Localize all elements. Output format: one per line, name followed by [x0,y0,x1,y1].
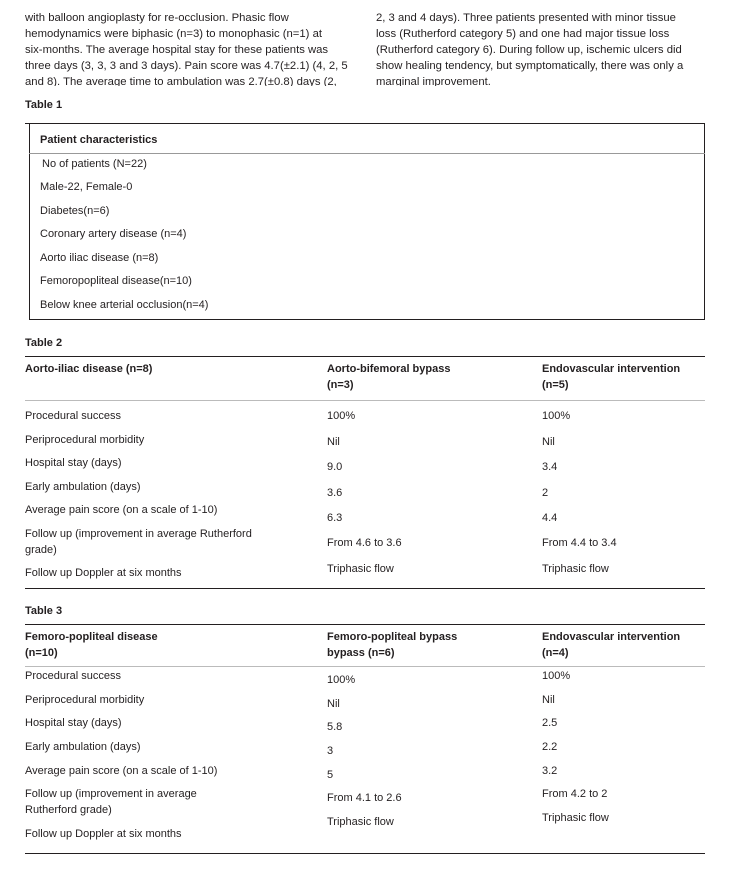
row-label: Average pain score (on a scale of 1-10) [25,504,218,516]
table-cell: 5 [327,769,334,781]
row-label: Follow up (improvement in average [25,788,197,800]
row-label: Early ambulation (days) [25,741,141,753]
column-header: (n=4) [542,647,569,659]
table-cell: 4.4 [542,512,558,524]
table-cell: Nil [542,436,555,448]
table-rule [25,853,705,854]
table-cell: Triphasic flow [327,816,394,828]
column-header: Endovascular intervention [542,631,681,643]
row-label: Early ambulation (days) [25,481,141,493]
body-text-line: loss (Rutherford category 5) and one had major tissue loss [376,28,670,40]
table-cell: Nil [327,436,340,448]
table-cell: Nil [327,698,340,710]
row-label: Periprocedural morbidity [25,434,145,446]
table-row: Below knee arterial occlusion(n=4) [40,299,209,311]
table-cell: 3.2 [542,765,558,777]
table-1-caption: Table 1 [25,99,63,111]
table-cell: From 4.6 to 3.6 [327,537,402,549]
column-header: (n=10) [25,647,58,659]
table-cell: Triphasic flow [542,812,609,824]
row-label: Rutherford grade) [25,804,112,816]
table-rule [25,123,705,124]
body-text-line: hemodynamics were biphasic (n=3) to monophasic (n=1) at [25,28,323,40]
table-rule [25,588,705,589]
table-cell: 100% [542,410,571,422]
table-rule [25,356,705,357]
table-row: Male-22, Female-0 [40,181,133,193]
row-label: Procedural success [25,670,121,682]
table-cell: 2.2 [542,741,558,753]
row-label: Follow up (improvement in average Rutherford [25,528,252,540]
table-cell: 100% [327,410,356,422]
table-rule [25,400,705,401]
table-cell: 100% [542,670,571,682]
table-cell: From 4.2 to 2 [542,788,608,800]
row-label: grade) [25,544,57,556]
table-row: Diabetes(n=6) [40,205,110,217]
row-label: Periprocedural morbidity [25,694,145,706]
table-row: Aorto iliac disease (n=8) [40,252,159,264]
column-header: Aorto-iliac disease (n=8) [25,363,153,375]
table-row: Coronary artery disease (n=4) [40,228,187,240]
table-cell: 3.6 [327,487,343,499]
body-text-line: marginal improvement. [376,76,491,86]
table-cell: 3.4 [542,461,558,473]
table-cell: 100% [327,674,356,686]
table-cell: 3 [327,745,334,757]
table-2-caption: Table 2 [25,337,63,349]
table-rule [29,319,705,320]
row-label: Hospital stay (days) [25,457,122,469]
body-text-line: three days (3, 3, 3 and 3 days). Pain score was 4.7(±2.1) (4, 2, 5 [25,60,348,72]
body-text-line: with balloon angioplasty for re-occlusion. Phasic flow [25,12,289,24]
body-text-line: (Rutherford category 6). During follow up, ischemic ulcers did [376,44,682,56]
table-row: Femoropopliteal disease(n=10) [40,275,192,287]
table-cell: From 4.1 to 2.6 [327,792,402,804]
table-cell: Triphasic flow [542,563,609,575]
body-text-line: 2, 3 and 4 days). Three patients presented with minor tissue [376,12,676,24]
body-text-line: show healing tendency, but symptomatically, there was only a [376,60,684,72]
row-label: Procedural success [25,410,121,422]
table-cell: 5.8 [327,721,343,733]
table-row: No of patients (N=22) [42,158,147,170]
column-header: bypass (n=6) [327,647,395,659]
body-text-right-column [376,10,712,86]
row-label: Hospital stay (days) [25,717,122,729]
table-rule [25,666,705,667]
row-label: Follow up Doppler at six months [25,567,182,579]
row-label: Follow up Doppler at six months [25,828,182,840]
table-cell: 2.5 [542,717,558,729]
table-header: Patient characteristics [40,134,158,146]
column-header: Femoro-popliteal bypass [327,631,458,643]
table-cell: 2 [542,487,549,499]
table-3-caption: Table 3 [25,605,63,617]
body-text-line: and 8). The average time to ambulation was 2.7(±0.8) days (2, [25,76,337,86]
column-header: (n=5) [542,379,569,391]
table-rule [29,153,705,154]
column-header: Aorto-bifemoral bypass [327,363,451,375]
table-cell: 6.3 [327,512,343,524]
table-cell: Nil [542,694,555,706]
body-text-left-column [25,10,355,86]
table-cell: 9.0 [327,461,343,473]
table-cell: From 4.4 to 3.4 [542,537,617,549]
column-header: Femoro-popliteal disease [25,631,158,643]
table-cell: Triphasic flow [327,563,394,575]
body-text-line: six-months. The average hospital stay for these patients was [25,44,329,56]
column-header: (n=3) [327,379,354,391]
column-header: Endovascular intervention [542,363,681,375]
table-rule [25,624,705,625]
row-label: Average pain score (on a scale of 1-10) [25,765,218,777]
